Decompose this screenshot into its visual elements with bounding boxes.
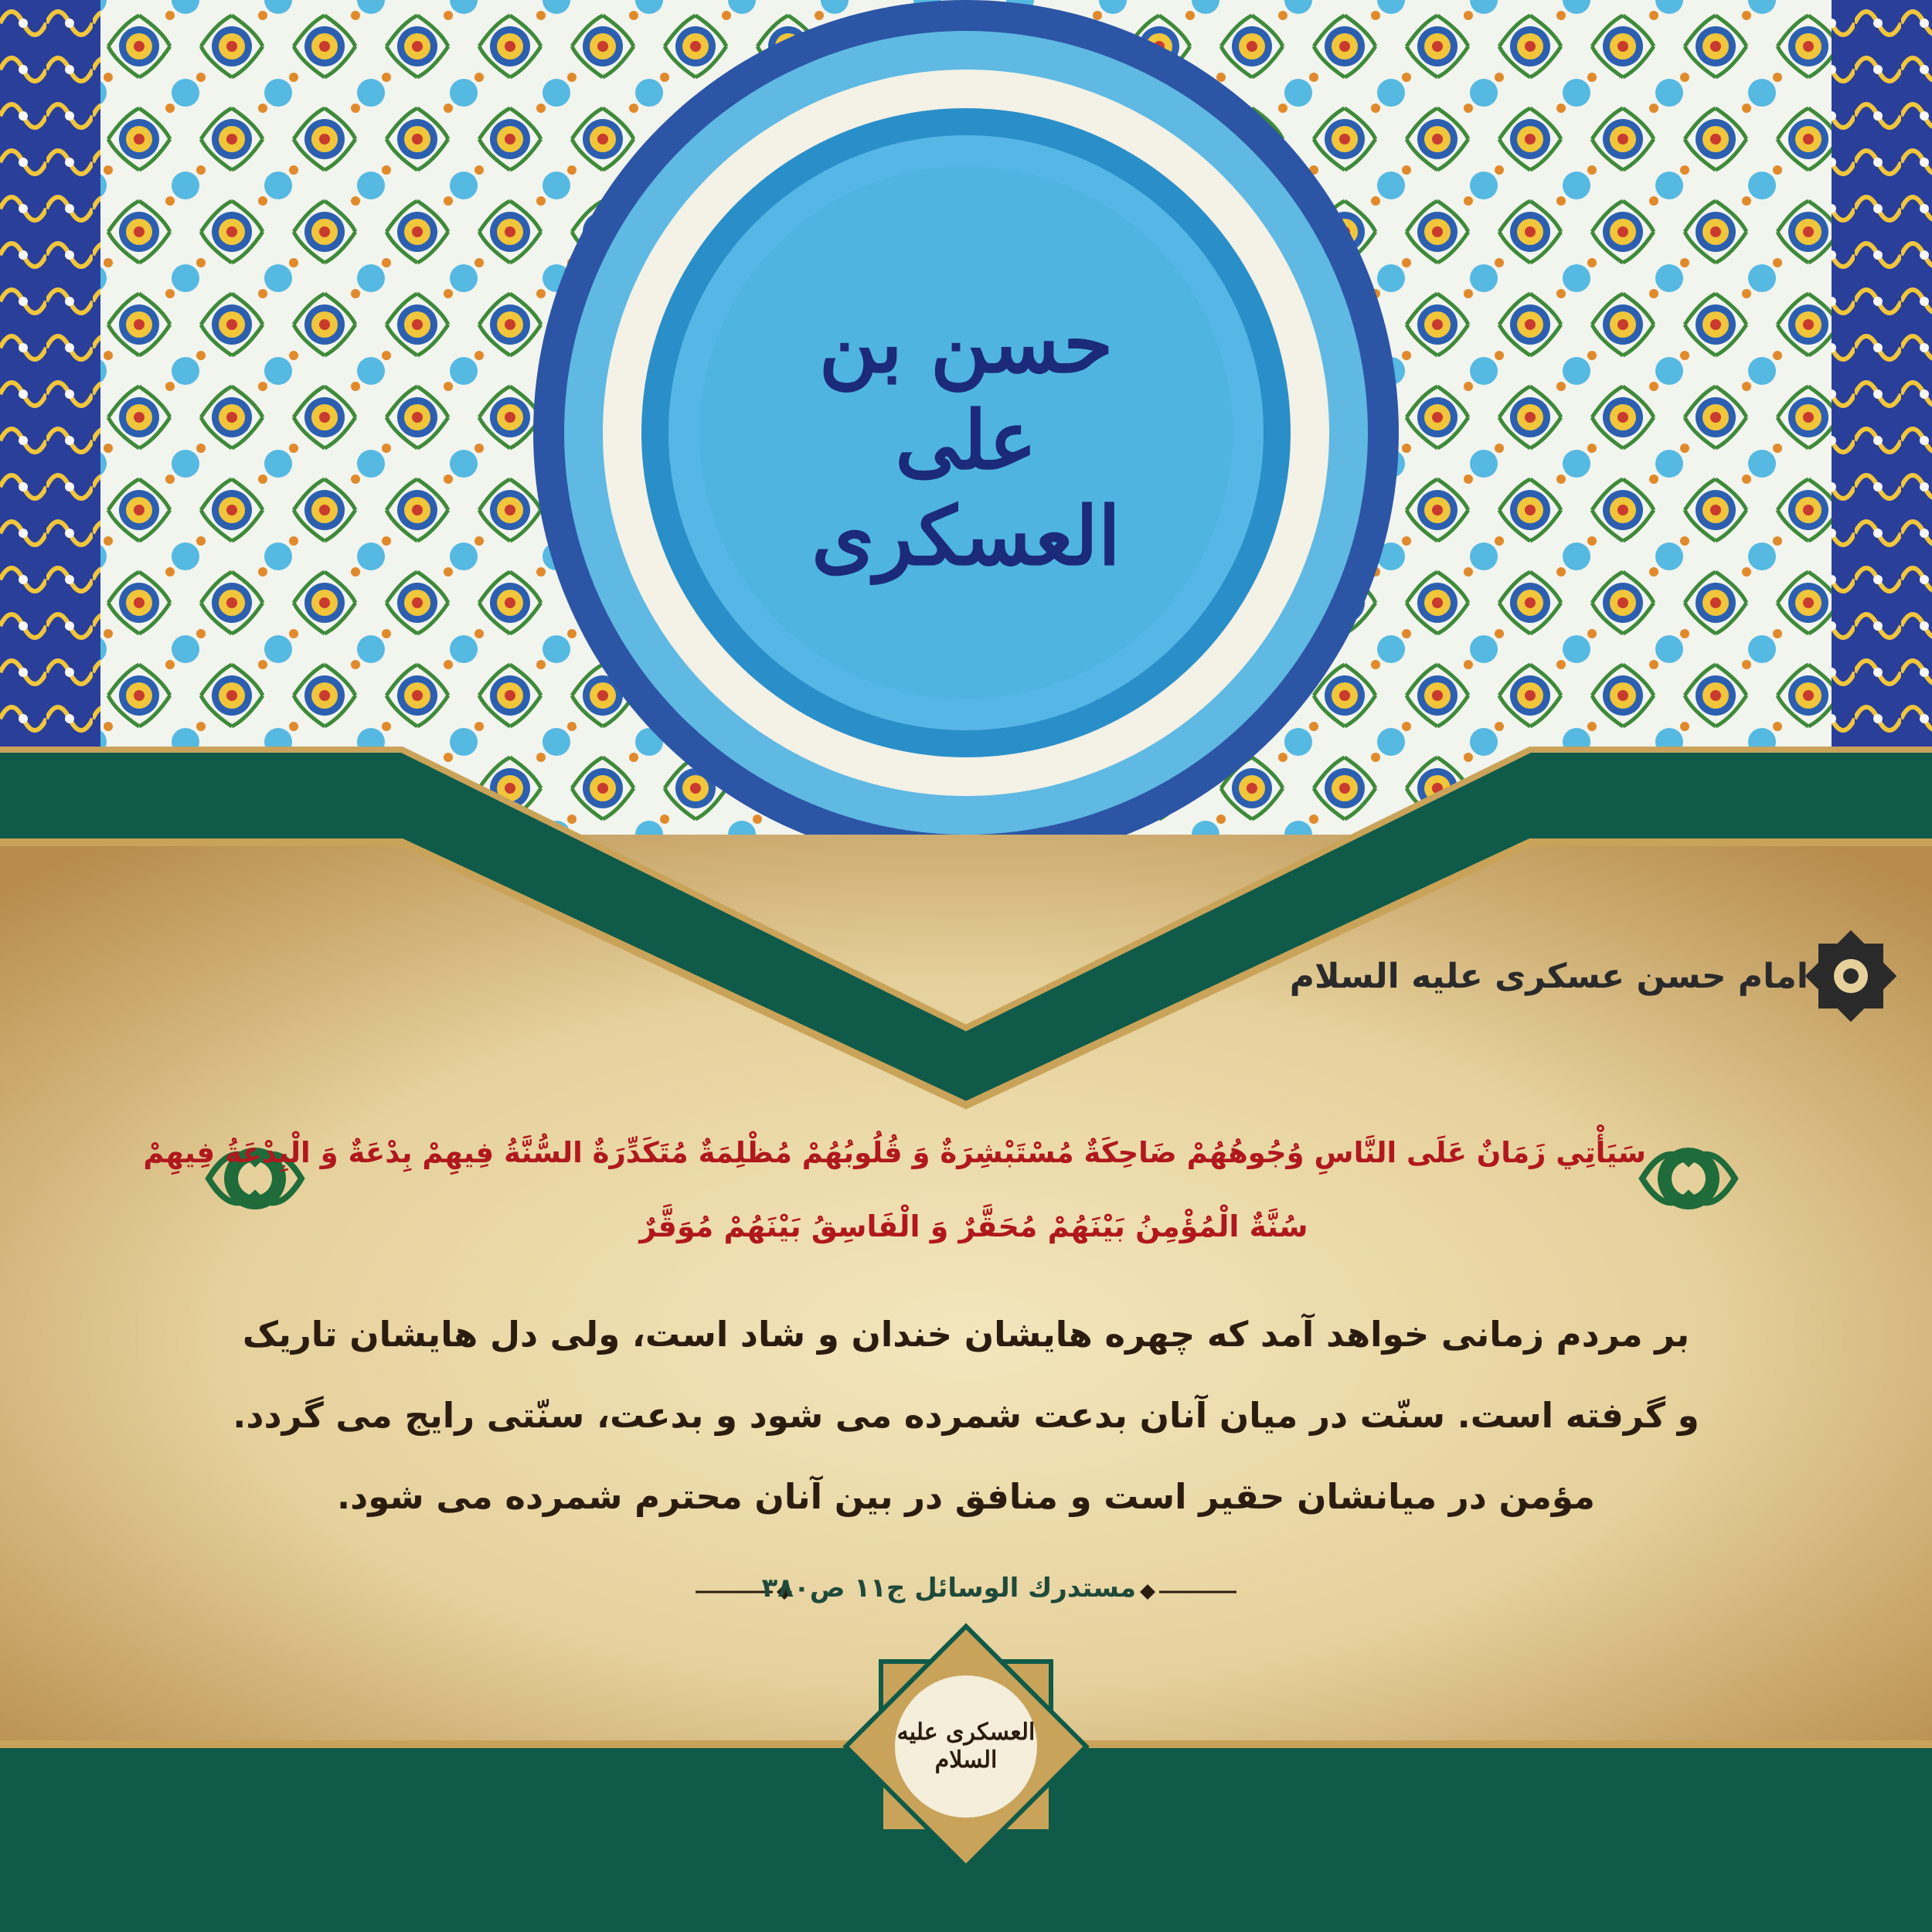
hadith-arabic-line-2: سُنَّةٌ الْمُؤْمِنُ بَيْنَهُمْ مُحَقَّرٌ وَ الْفَاسِقُ بَيْنَهُمْ مُوَقَّرٌ	[639, 1209, 1308, 1243]
translation-line-3: مؤمن در میانشان حقیر است و منافق در بین آنان محترم شمرده می شود.	[337, 1476, 1595, 1517]
translation-line-1: بر مردم زمانی خواهد آمد که چهره هایشان خندان و شاد است، ولی دل هایشان تاریک	[242, 1314, 1690, 1355]
left-tile-border	[0, 0, 100, 835]
star-ornament-icon	[1805, 930, 1897, 1022]
hadith-arabic-line-1: سَيَأْتِي زَمَانٌ عَلَى النَّاسِ وُجُوهُهُمْ ضَاحِكَةٌ مُسْتَبْشِرَةٌ وَ قُلُوبُهُمْ مُظْلِمَةٌ مُتَكَدِّرَةٌ السُّنَّةُ فِيهِمْ بِدْعَةٌ وَ الْبِدْعَةُ فِيهِمْ	[143, 1136, 1646, 1169]
right-tile-border	[1832, 0, 1932, 835]
source-citation: مستدرك الوسائل ج۱۱ ص۳۸۰	[761, 1573, 1136, 1604]
calligraphy-title: حسن بن علی العسکری	[811, 295, 1121, 584]
emblem-text: العسکری علیه السلام	[896, 1719, 1036, 1774]
narrator-label: امام حسن عسکری علیه السلام	[1289, 957, 1808, 996]
translation-line-2: و گرفته است. سنّت در میان آنان بدعت شمرده می شود و بدعت، سنّتی رایج می گردد.	[233, 1395, 1699, 1436]
